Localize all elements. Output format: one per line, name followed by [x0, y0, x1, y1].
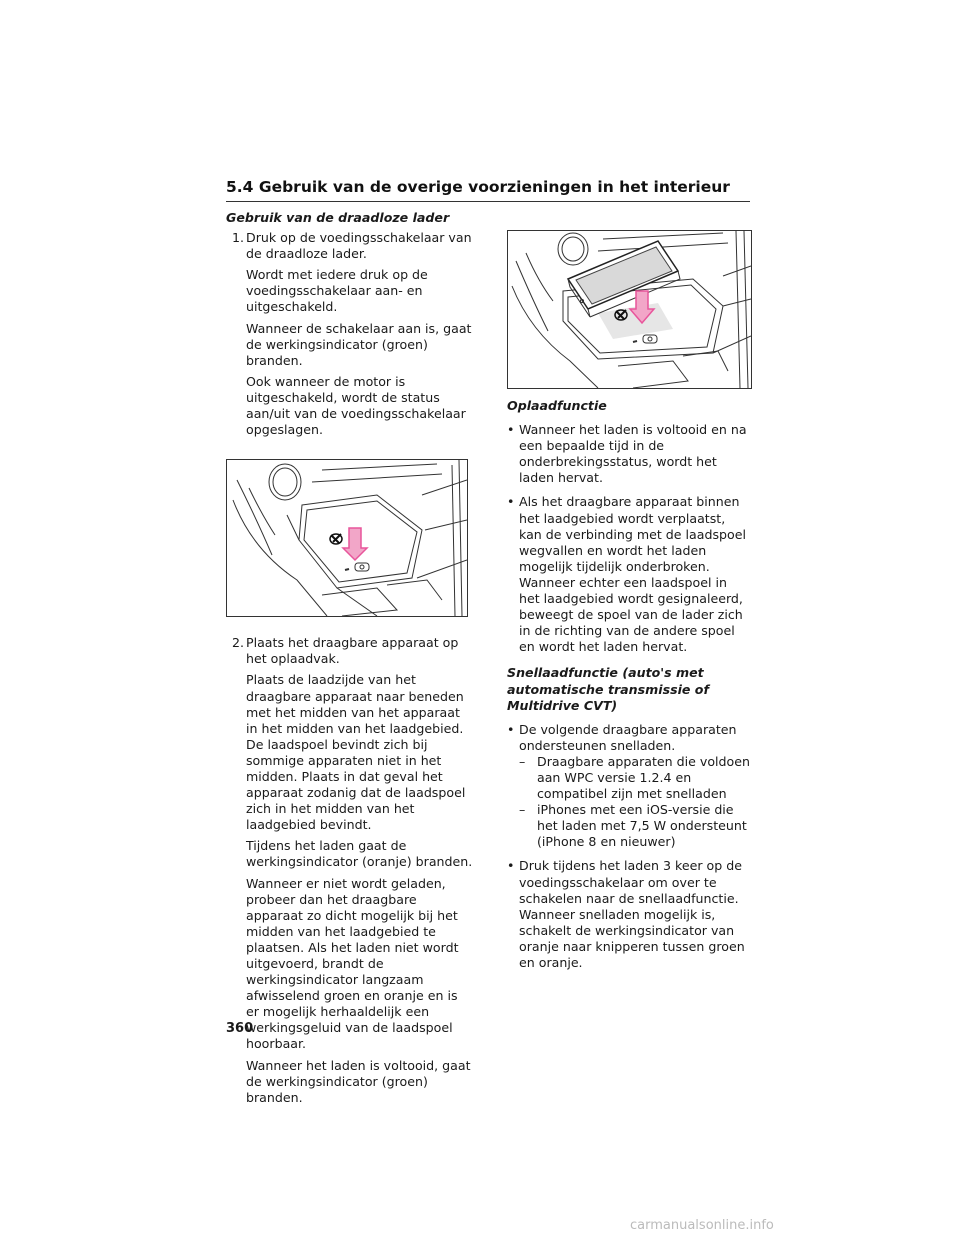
phone-placement-illustration	[508, 231, 751, 388]
step-2-text: Plaats het draagbare apparaat op het oplaadvak.	[246, 635, 459, 667]
step-2-para-1: Plaats de laadzijde van het draagbare apparaat naar beneden met het midden van het apparaat in het midden van het laadgebied. De laadspoel bevindt zich bij sommige apparaten niet in het midden. Plaats in dat geval het apparaat zodanig dat de laadspoel zich in het midden van het laadgebied bevindt.	[246, 672, 466, 833]
list-item-text: Wanneer het laden is voltooid en na een bepaalde tijd in de onderbrekingsstatus, wordt het laden hervat.	[519, 422, 747, 486]
bullet-glyph: •	[507, 858, 515, 874]
figure-phone-placement	[507, 230, 752, 389]
charging-function-list	[507, 422, 750, 655]
sub-list-item-text: Draagbare apparaten die voldoen aan WPC versie 1.2.4 en compatibel zijn met snelladen	[537, 753, 750, 802]
heading-charging-function: Oplaadfunctie	[507, 398, 607, 413]
page-number: 360	[226, 1021, 254, 1036]
list-item-text: Druk tijdens het laden 3 keer op de voedingsschakelaar om over te schakelen naar de snellaadfunctie. Wanneer snelladen mogelijk is, schakelt de werkingsindicator van oranje naar knipperen tussen groen en oranje.	[519, 858, 745, 970]
sub-list-item	[519, 754, 750, 802]
step-2	[226, 635, 474, 667]
watermark: carmanualsonline.info	[630, 1218, 774, 1233]
power-switch-illustration	[227, 460, 467, 616]
step-1	[226, 230, 474, 262]
dash-glyph: –	[519, 753, 526, 769]
step-1-para-1: Wordt met iedere druk op de voedingsschakelaar aan- en uitgeschakeld.	[246, 267, 428, 315]
list-item	[507, 422, 750, 486]
step-2-para-3: Wanneer er niet wordt geladen, probeer dan het draagbare apparaat zo dicht mogelijk bij het midden van het laadgebied te plaatsen. Als het laden niet wordt uitgevoerd, brandt de werkingsindicator langzaam afwisselend groen en oranje en is er mogelijk herhaaldelijk een werkingsgeluid van de laadspoel hoorbaar.	[246, 875, 459, 1052]
step-1-text: Druk op de voedingsschakelaar van de draadloze lader.	[246, 230, 472, 262]
step-1-para-2: Wanneer de schakelaar aan is, gaat de werkingsindicator (groen) branden.	[246, 320, 472, 368]
sub-list-item-text: iPhones met een iOS-versie die het laden met 7,5 W ondersteunt (iPhone 8 en nieuwer)	[537, 802, 747, 850]
bullet-glyph: •	[507, 721, 515, 737]
step-2-number: 2.	[232, 635, 245, 651]
heading-fast-charging: Snellaadfunctie (auto's met automatische transmissie of Multidrive CVT)	[507, 665, 709, 713]
list-item-text: De volgende draagbare apparaten ondersteunen snelladen.	[519, 721, 737, 753]
step-2-para-2: Tijdens het laden gaat de werkingsindicator (oranje) branden.	[246, 838, 473, 870]
dash-glyph: –	[519, 802, 526, 818]
step-1-para-3: Ook wanneer de motor is uitgeschakeld, wordt de status aan/uit van de voedingsschakelaar opgeslagen.	[246, 373, 466, 438]
step-2-para-4: Wanneer het laden is voltooid, gaat de werkingsindicator (groen) branden.	[246, 1057, 471, 1105]
list-item-text: Als het draagbare apparaat binnen het laadgebied wordt verplaatst, kan de verbinding met de laadspoel wegvallen en wordt het laden mogelijk tijdelijk onderbroken. Wanneer echter een laadspoel in het laadgebied wordt gesignaleerd, beweegt de spoel van de lader zich in de richting van de andere spoel en wordt het laden hervat.	[519, 494, 746, 655]
sub-list-item	[519, 802, 750, 850]
fast-charging-list	[507, 722, 750, 971]
supported-devices-list	[519, 754, 750, 851]
list-item	[507, 722, 750, 851]
left-column	[226, 210, 474, 1106]
figure-power-switch	[226, 459, 468, 617]
section-title: 5.4 Gebruik van de overige voorzieningen in het interieur	[226, 178, 750, 202]
right-column	[507, 398, 750, 979]
step-1-number: 1.	[232, 230, 245, 246]
bullet-glyph: •	[507, 494, 515, 510]
list-item	[507, 494, 750, 655]
heading-wireless-charger: Gebruik van de draadloze lader	[226, 210, 450, 225]
bullet-glyph: •	[507, 422, 515, 438]
list-item	[507, 858, 750, 971]
